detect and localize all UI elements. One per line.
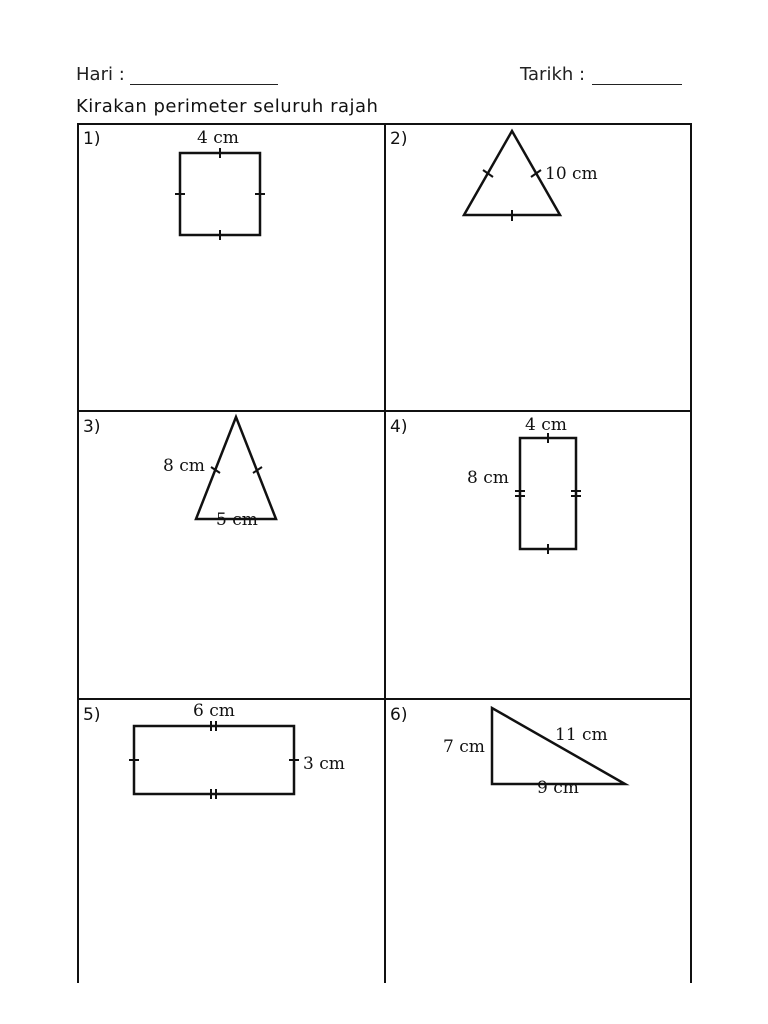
- question-cell-3: [77, 411, 385, 699]
- date-answer-line[interactable]: [592, 84, 682, 85]
- isosceles-triangle-shape: [77, 411, 385, 699]
- question-cell-2: [385, 123, 692, 411]
- height-label: 7 cm: [443, 737, 485, 757]
- right-triangle-shape: [385, 699, 692, 983]
- question-cell-4: [385, 411, 692, 699]
- equilateral-triangle-shape: [385, 123, 692, 411]
- question-number: 6): [390, 705, 408, 725]
- question-number: 1): [83, 129, 101, 149]
- hypotenuse-label: 11 cm: [555, 725, 608, 745]
- base-label: 5 cm: [216, 510, 258, 530]
- side-label: 10 cm: [545, 164, 598, 184]
- question-cell-6: [385, 699, 692, 983]
- question-number: 4): [390, 417, 408, 437]
- instruction-text: Kirakan perimeter seluruh rajah: [76, 96, 379, 117]
- width-label: 6 cm: [193, 701, 235, 721]
- day-label: Hari :: [76, 64, 125, 85]
- question-cell-5: [77, 699, 385, 983]
- rectangle-shape: [77, 699, 385, 983]
- question-number: 5): [83, 705, 101, 725]
- question-cell-1: [77, 123, 385, 411]
- height-label: 8 cm: [467, 468, 509, 488]
- width-label: 4 cm: [525, 415, 567, 435]
- side-label: 8 cm: [163, 456, 205, 476]
- base-label: 9 cm: [537, 778, 579, 798]
- rectangle-shape: [385, 411, 692, 699]
- date-label: Tarikh :: [520, 64, 586, 85]
- side-label: 4 cm: [197, 128, 239, 148]
- question-number: 2): [390, 129, 408, 149]
- question-grid: [77, 123, 692, 983]
- question-number: 3): [83, 417, 101, 437]
- height-label: 3 cm: [303, 754, 345, 774]
- day-answer-line[interactable]: [130, 84, 278, 85]
- square-shape: [77, 123, 385, 411]
